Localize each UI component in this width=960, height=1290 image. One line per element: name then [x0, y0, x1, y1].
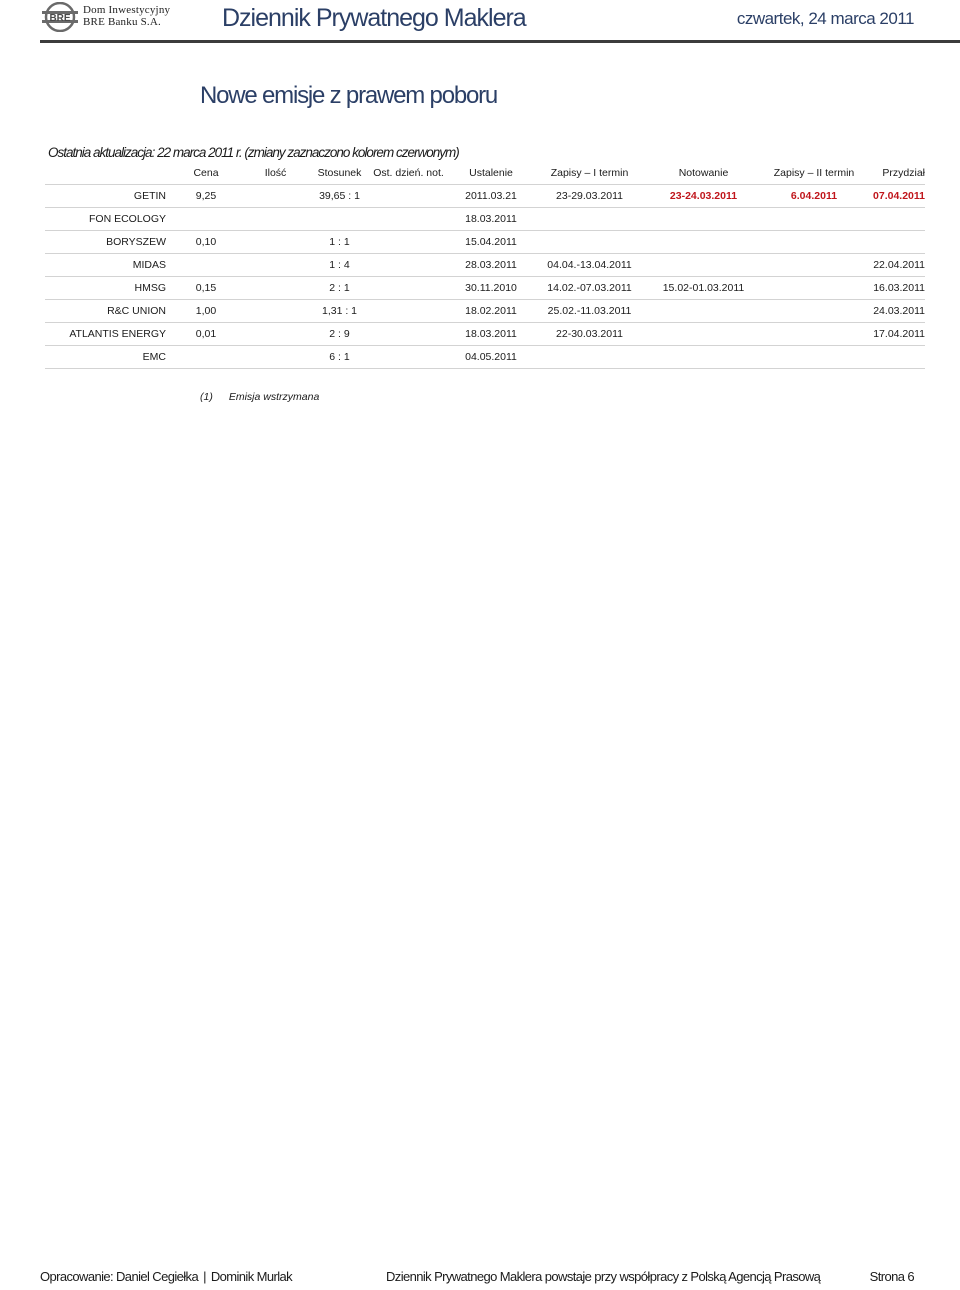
col-header-quantity: Ilość — [264, 167, 287, 179]
record-date-cell: 18.03.2011 — [447, 208, 535, 231]
logo-line-2: BRE Banku S.A. — [83, 16, 161, 28]
subscription-2-cell — [763, 208, 865, 231]
price-cell: 9,25 — [170, 185, 242, 208]
ratio-cell: 2 : 1 — [309, 277, 370, 300]
table-row-atlantis-energy — [45, 323, 925, 346]
col-header-subscription-2: Zapisy – II termin — [773, 167, 855, 179]
subscription-2-cell — [763, 277, 865, 300]
page-footer — [0, 1268, 960, 1288]
company-name: BORYSZEW — [45, 231, 170, 254]
subscription-1-cell: 22-30.03.2011 — [535, 323, 644, 346]
company-name: EMC — [45, 346, 170, 369]
listing-cell — [644, 300, 763, 323]
record-date-cell: 18.02.2011 — [447, 300, 535, 323]
col-header-subscription-1: Zapisy – I termin — [550, 167, 629, 179]
col-header-record-date: Ustalenie — [469, 167, 513, 179]
last-day-cell — [370, 231, 447, 254]
listing-cell — [644, 208, 763, 231]
ratio-cell: 1,31 : 1 — [309, 300, 370, 323]
issue-date: czwartek, 24 marca 2011 — [736, 9, 914, 28]
record-date-cell: 2011.03.21 — [447, 185, 535, 208]
col-header-listing: Notowanie — [678, 167, 729, 179]
quantity-cell — [242, 277, 309, 300]
table-row-emc — [45, 346, 925, 369]
allotment-cell — [865, 346, 925, 369]
last-day-cell — [370, 185, 447, 208]
footer-author-2: Dominik Murlak — [210, 1269, 293, 1284]
subscription-2-cell — [763, 346, 865, 369]
quantity-cell — [242, 231, 309, 254]
subscription-2-cell — [763, 300, 865, 323]
col-header-last-day: Ost. dzień. not. — [373, 167, 444, 179]
footnote-text: Emisja wstrzymana — [228, 391, 320, 403]
quantity-cell — [242, 185, 309, 208]
bre-logo-icon — [40, 2, 80, 32]
quantity-cell — [242, 346, 309, 369]
logo-line-1: Dom Inwestycyjny — [83, 4, 171, 16]
col-header-allotment: Przydział — [882, 167, 925, 179]
last-day-cell — [370, 254, 447, 277]
subscription-1-cell: 25.02.-11.03.2011 — [535, 300, 644, 323]
record-date-cell: 28.03.2011 — [447, 254, 535, 277]
table-header-row — [45, 162, 925, 185]
subscription-2-cell — [763, 254, 865, 277]
last-update-note: Ostatnia aktualizacja: 22 marca 2011 r. (zmiany zaznaczono kolorem czerwonym) — [48, 145, 459, 160]
allotment-cell: 22.04.2011 — [865, 254, 925, 277]
allotment-cell — [865, 231, 925, 254]
allotment-cell: 07.04.2011 — [865, 185, 925, 208]
record-date-cell: 15.04.2011 — [447, 231, 535, 254]
last-day-cell — [370, 208, 447, 231]
company-name: MIDAS — [45, 254, 170, 277]
quantity-cell — [242, 208, 309, 231]
company-name: FON ECOLOGY — [45, 208, 170, 231]
last-day-cell — [370, 346, 447, 369]
listing-cell — [644, 346, 763, 369]
subscription-2-cell: 6.04.2011 — [763, 185, 865, 208]
svg-text:BRE: BRE — [49, 13, 71, 24]
company-name: ATLANTIS ENERGY — [45, 323, 170, 346]
allotment-cell — [865, 208, 925, 231]
footer-note: Dziennik Prywatnego Maklera powstaje przy współpracy z Polską Agencją Prasową — [386, 1269, 821, 1284]
record-date-cell: 04.05.2011 — [447, 346, 535, 369]
listing-cell — [644, 231, 763, 254]
subscription-1-cell — [535, 208, 644, 231]
price-cell — [170, 346, 242, 369]
quantity-cell — [242, 300, 309, 323]
masthead-title: Dziennik Prywatnego Maklera — [222, 4, 526, 32]
page-title: Nowe emisje z prawem poboru — [200, 82, 498, 109]
last-day-cell — [370, 300, 447, 323]
ratio-cell: 1 : 4 — [309, 254, 370, 277]
price-cell: 0,01 — [170, 323, 242, 346]
quantity-cell — [242, 323, 309, 346]
footnote-marker: (1) — [200, 391, 213, 403]
ratio-cell: 2 : 9 — [309, 323, 370, 346]
record-date-cell: 30.11.2010 — [447, 277, 535, 300]
table-row-midas — [45, 254, 925, 277]
last-day-cell — [370, 277, 447, 300]
subscription-1-cell — [535, 346, 644, 369]
ratio-cell: 6 : 1 — [309, 346, 370, 369]
price-cell: 1,00 — [170, 300, 242, 323]
subscription-2-cell — [763, 323, 865, 346]
footer-separator: | — [203, 1269, 206, 1284]
table-row-fon-ecology — [45, 208, 925, 231]
listing-cell — [644, 254, 763, 277]
listing-cell: 15.02-01.03.2011 — [644, 277, 763, 300]
ratio-cell: 39,65 : 1 — [309, 185, 370, 208]
allotment-cell: 16.03.2011 — [865, 277, 925, 300]
rights-issues-table — [45, 162, 925, 369]
price-cell — [170, 208, 242, 231]
price-cell: 0,15 — [170, 277, 242, 300]
ratio-cell: 1 : 1 — [309, 231, 370, 254]
listing-cell — [644, 323, 763, 346]
listing-cell: 23-24.03.2011 — [644, 185, 763, 208]
header-rule — [40, 40, 960, 43]
footer-authors — [40, 1269, 292, 1284]
table-row-getin — [45, 185, 925, 208]
last-day-cell — [370, 323, 447, 346]
footer-author-1: Opracowanie: Daniel Cegiełka — [40, 1269, 199, 1284]
footnote — [200, 391, 335, 403]
logo-text — [83, 4, 170, 28]
price-cell: 0,10 — [170, 231, 242, 254]
quantity-cell — [242, 254, 309, 277]
col-header-ratio: Stosunek — [317, 167, 362, 179]
table-row-hmsg — [45, 277, 925, 300]
price-cell — [170, 254, 242, 277]
col-header-price: Cena — [193, 167, 219, 179]
page-number: Strona 6 — [869, 1269, 914, 1284]
allotment-cell: 17.04.2011 — [865, 323, 925, 346]
company-name: R&C UNION — [45, 300, 170, 323]
col-header-company — [45, 162, 170, 185]
subscription-1-cell: 14.02.-07.03.2011 — [535, 277, 644, 300]
subscription-1-cell — [535, 231, 644, 254]
table-row-rc-union — [45, 300, 925, 323]
page-header — [0, 0, 960, 44]
subscription-1-cell: 23-29.03.2011 — [535, 185, 644, 208]
company-name: HMSG — [45, 277, 170, 300]
company-name: GETIN — [45, 185, 170, 208]
ratio-cell — [309, 208, 370, 231]
allotment-cell: 24.03.2011 — [865, 300, 925, 323]
subscription-2-cell — [763, 231, 865, 254]
subscription-1-cell: 04.04.-13.04.2011 — [535, 254, 644, 277]
table-row-boryszew — [45, 231, 925, 254]
record-date-cell: 18.03.2011 — [447, 323, 535, 346]
